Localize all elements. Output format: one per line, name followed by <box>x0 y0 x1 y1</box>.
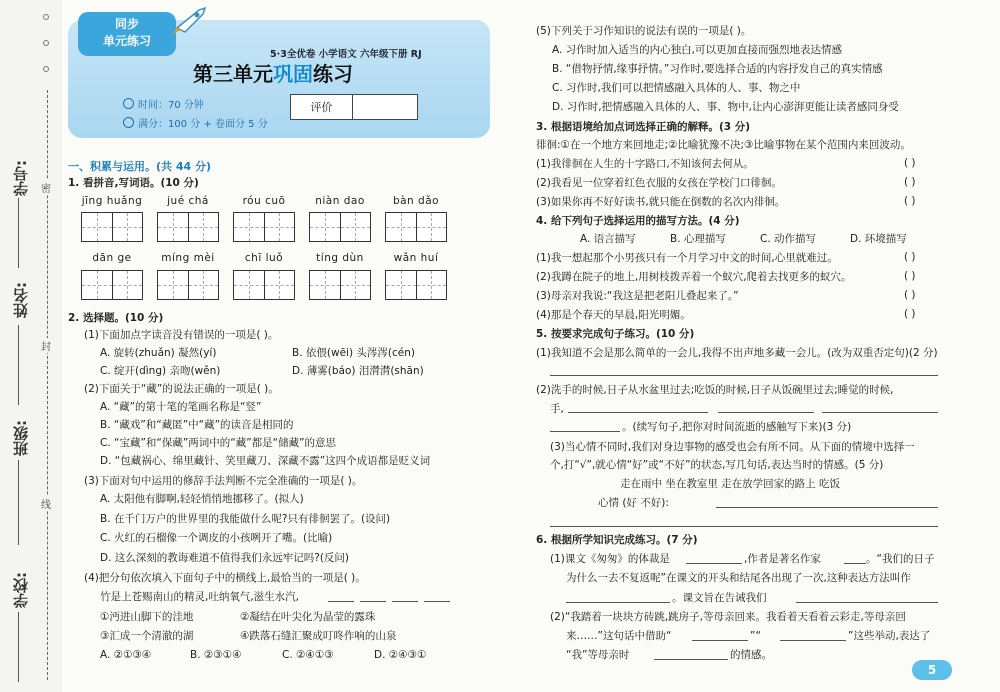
q4-option-d: D. 环境描写 <box>850 233 907 245</box>
book-meta: 5·3全优卷 小学语文 六年级下册 RJ <box>270 49 422 60</box>
unit-header <box>68 17 490 138</box>
q3-definition: 徘徊:①在一个地方来回地走;②比喻犹豫不决;③比喻事物在某个范围内来回波动。 <box>536 139 911 151</box>
badge-line2: 单元练习 <box>102 34 151 48</box>
q5w-3b: 个,打“√”,就心情“好”或“不好”的状态,写几句话,表达当时的情感。(5 分) <box>550 459 884 471</box>
q4-2: (2)我蹲在院子的地上,用树枝拨弄着一个蚁穴,爬着去找更多的蚁穴。 <box>536 271 852 283</box>
q2-4-option2: ②凝结在叶尖化为晶莹的露珠 <box>240 611 376 623</box>
q6-2c: ”“ <box>750 630 761 642</box>
q4-1: (1)我一想起那个小男孩只有一个月学习中文的时间,心里就难过。 <box>536 252 838 264</box>
q5: (5)下列关于习作知识的说法有误的一项是( )。 <box>536 25 752 37</box>
q5w-2-end: 。(续写句子,把你对时间流逝的感触写下来)(3 分) <box>622 421 852 433</box>
q2-1-d: D. 薄雾(báo) 泪潸潸(shān) <box>292 365 424 377</box>
q2-1-a: A. 旋转(zhuǎn) 凝然(yí) <box>100 347 217 359</box>
q4-4: (4)那是个春天的早晨,阳光明媚。 <box>536 309 691 321</box>
writing-grid[interactable] <box>233 212 295 242</box>
evaluation-label: 评价 <box>291 95 353 119</box>
writing-grid[interactable] <box>385 270 447 300</box>
page-title: 第三单元巩固练习 <box>193 62 353 86</box>
answer-line[interactable] <box>550 375 938 376</box>
time-info: 时间：70 分钟 <box>123 96 204 111</box>
hole-icon <box>43 66 49 72</box>
q3-2: (2)我看见一位穿着红色衣服的女孩在学校门口徘徊。 <box>536 177 782 189</box>
q4-option-b: B. 心理描写 <box>670 233 726 245</box>
student-number-label: 学号: <box>12 160 30 196</box>
q6-2e: “我”等母亲时 <box>566 649 630 661</box>
class-line <box>18 460 19 545</box>
answer-line[interactable] <box>550 431 620 432</box>
writing-grid[interactable] <box>81 212 143 242</box>
answer-paren[interactable]: ( ) <box>904 195 916 207</box>
q5w-1: (1)我知道不会是那么简单的一会儿,我得不出声地多藏一会儿。(改为双重否定句)(2 分) <box>536 347 938 359</box>
answer-line[interactable] <box>550 526 938 527</box>
answer-line[interactable] <box>780 640 846 641</box>
q2-3: (3)下面对句中运用的修辞手法判断不完全准确的一项是( )。 <box>84 475 363 487</box>
q2-4-option4: ④跌落石缝汇聚成叮咚作响的山泉 <box>240 630 397 642</box>
q2-2-b: B. “藏戏”和“藏匿”中“藏”的读音是相同的 <box>100 419 294 431</box>
school-label: 学校: <box>12 572 30 608</box>
cut-mark: 密 <box>41 180 51 195</box>
q2-2-c: C. “宝藏”和“保藏”两词中的“藏”都是“储藏”的意思 <box>100 437 337 449</box>
blank-line[interactable] <box>328 601 354 602</box>
q2-4-b: B. ②③①④ <box>190 649 242 661</box>
clock-icon <box>123 98 134 109</box>
binding-strip <box>0 0 62 692</box>
q5w-2: (2)洗手的时候,日子从水盆里过去;吃饭的时候,日子从饭碗里过去;睡觉的时候, <box>536 384 894 396</box>
check-icon <box>123 117 134 128</box>
q2-4-a: A. ②①③④ <box>100 649 152 661</box>
q5w-3-options: 走在雨中 坐在教室里 走在放学回家的路上 吃饭 <box>620 478 841 490</box>
pinyin-label: jué chá <box>167 195 209 207</box>
q6-1a: (1)课文《匆匆》的体裁是 <box>550 553 670 565</box>
q5-d: D. 习作时,把情感融入具体的人、事、物中,让内心澎湃更能让读者感同身受 <box>552 101 899 113</box>
answer-line[interactable] <box>568 412 708 413</box>
q2-4-d: D. ②④③① <box>374 649 427 661</box>
question-5: 5. 按要求完成句子练习。(10 分) <box>536 328 695 340</box>
answer-paren[interactable]: ( ) <box>904 308 916 320</box>
writing-grid[interactable] <box>157 212 219 242</box>
cut-line <box>47 90 48 680</box>
evaluation-box[interactable] <box>290 94 418 120</box>
question-6: 6. 根据所学知识完成练习。(7 分) <box>536 534 698 546</box>
q5-a: A. 习作时加入适当的内心独白,可以更加直接而强烈地表达情感 <box>552 44 843 56</box>
q2-4-sentence: 竹是上苍赐南山的精灵,吐纳氧气,滋生水汽, <box>100 591 300 603</box>
pinyin-label: niàn dao <box>315 195 365 207</box>
q6-2f: 的情感。 <box>730 649 772 661</box>
answer-line[interactable] <box>822 412 938 413</box>
section-title: 一、积累与运用。(共 44 分) <box>68 160 212 173</box>
pinyin-label: míng mèi <box>161 252 215 264</box>
answer-line[interactable] <box>718 412 814 413</box>
answer-paren[interactable]: ( ) <box>904 289 916 301</box>
q6-2b: 来……”这句话中借助“ <box>566 630 672 642</box>
pinyin-label: bàn dǎo <box>392 195 440 207</box>
hole-icon <box>43 14 49 20</box>
q2-3-a: A. 太阳他有脚啊,轻轻悄悄地挪移了。(拟人) <box>100 493 304 505</box>
writing-grid[interactable] <box>385 212 447 242</box>
q5w-3: (3)当心情不同时,我们对身边事物的感受也会有所不同。从下面的情境中选择一 <box>550 441 915 453</box>
answer-line[interactable] <box>686 563 742 564</box>
badge-line1: 同步 <box>114 17 139 31</box>
pinyin-label: jīng huǎng <box>81 195 143 207</box>
q6-1b: ,作者是著名作家 <box>744 553 821 565</box>
question-3: 3. 根据语境给加点词选择正确的解释。(3 分) <box>536 121 751 133</box>
blank-line[interactable] <box>392 601 418 602</box>
student-number-line <box>18 198 19 268</box>
answer-line[interactable] <box>654 659 728 660</box>
answer-line[interactable] <box>692 640 748 641</box>
pinyin-label: dān ge <box>92 252 132 264</box>
q3-3: (3)如果你再不好好读书,就只能在倒数的名次内徘徊。 <box>536 196 786 208</box>
answer-line[interactable] <box>566 602 670 603</box>
q2-2-a: A. “藏”的第十笔的笔画名称是“竖” <box>100 401 262 413</box>
q2-4-option1: ①沔进山脚下的洼地 <box>100 611 194 623</box>
writing-grid[interactable] <box>81 270 143 300</box>
question-1: 1. 看拼音,写词语。(10 分) <box>68 177 199 189</box>
student-name-line <box>18 325 19 405</box>
answer-paren[interactable]: ( ) <box>904 176 916 188</box>
evaluation-field[interactable] <box>353 95 417 119</box>
q6-1e: 。课文旨在告诫我们 <box>672 592 767 604</box>
student-name-label: 姓名: <box>12 282 30 318</box>
q6-2d: ”这些举动,表达了 <box>848 630 931 642</box>
q2-4-c: C. ②④①③ <box>282 649 334 661</box>
badge <box>78 12 176 56</box>
cut-mark: 封 <box>41 338 51 353</box>
blank-line[interactable] <box>424 601 450 602</box>
answer-paren[interactable]: ( ) <box>904 251 916 263</box>
q6-2a: (2)“我踏着一块块方砖跳,跳房子,等母亲回来。我看着天看着云彩走,等母亲回 <box>550 611 906 623</box>
q6-1c: 。“我们的日子 <box>866 553 935 565</box>
cut-mark: 线 <box>41 496 51 511</box>
hole-icon <box>43 40 49 46</box>
pinyin-label: wǎn huí <box>393 252 439 264</box>
pinyin-label: róu cuō <box>242 195 286 207</box>
rocket-icon <box>173 6 209 34</box>
answer-paren[interactable]: ( ) <box>904 157 916 169</box>
answer-line[interactable] <box>796 602 938 603</box>
q2-2-d: D. “包藏祸心、绵里藏针、笑里藏刀、深藏不露”这四个成语都是贬义词 <box>100 455 431 467</box>
question-4: 4. 给下列句子选择运用的描写方法。(4 分) <box>536 215 740 227</box>
q2-2: (2)下面关于“藏”的说法正确的一项是( )。 <box>84 383 279 395</box>
q2-1-c: C. 绽开(dìng) 亲吻(wěn) <box>100 365 221 377</box>
writing-grid[interactable] <box>157 270 219 300</box>
q5-b: B. “借物抒情,缘事抒情。”习作时,要选择合适的内容抒发自己的真实情感 <box>552 63 883 75</box>
blank-line[interactable] <box>360 601 386 602</box>
q2-4-option3: ③汇成一个清澈的湖 <box>100 630 194 642</box>
writing-grid[interactable] <box>309 270 371 300</box>
answer-paren[interactable]: ( ) <box>904 270 916 282</box>
page-number: 5 <box>912 660 952 680</box>
answer-line[interactable] <box>716 507 938 508</box>
q5w-3-mood: 心情 (好 不好): <box>598 497 669 509</box>
score-info: 满分：100 分 + 卷面分 5 分 <box>123 115 268 130</box>
pinyin-label: tíng dùn <box>316 252 364 264</box>
q2-3-c: C. 火红的石榴像一个调皮的小孩咧开了嘴。(比喻) <box>100 532 333 544</box>
pinyin-label: chī luǒ <box>244 252 284 264</box>
q4-option-a: A. 语言描写 <box>580 233 636 245</box>
q2-1-b: B. 依偎(wēi) 头涔涔(cén) <box>292 347 415 359</box>
question-2: 2. 选择题。(10 分) <box>68 312 164 324</box>
q4-3: (3)母亲对我说:“我这是把老阳儿叠起来了。” <box>536 290 739 302</box>
writing-grid[interactable] <box>233 270 295 300</box>
school-line <box>18 612 19 682</box>
q2-4: (4)把分句依次填入下面句子中的横线上,最恰当的一项是( )。 <box>84 572 366 584</box>
q4-option-c: C. 动作描写 <box>760 233 817 245</box>
q5w-2-start: 手, <box>550 403 564 415</box>
q2-3-b: B. 在千门万户的世界里的我能做什么呢?只有徘徊罢了。(设问) <box>100 513 391 525</box>
class-label: 班级: <box>12 420 30 456</box>
q2-1: (1)下面加点字读音没有错误的一项是( )。 <box>84 329 279 341</box>
q5-c: C. 习作时,我们可以把情感融入具体的人、事、物之中 <box>552 82 801 94</box>
writing-grid[interactable] <box>309 212 371 242</box>
q6-1d: 为什么一去不复返呢”在课文的开头和结尾各出现了一次,这种表达方法叫作 <box>566 572 911 584</box>
q3-1: (1)我徘徊在人生的十字路口,不知该何去何从。 <box>536 158 754 170</box>
q2-3-d: D. 这么深刻的教诲难道不值得我们永远牢记吗?(反问) <box>100 552 350 564</box>
answer-line[interactable] <box>844 563 866 564</box>
